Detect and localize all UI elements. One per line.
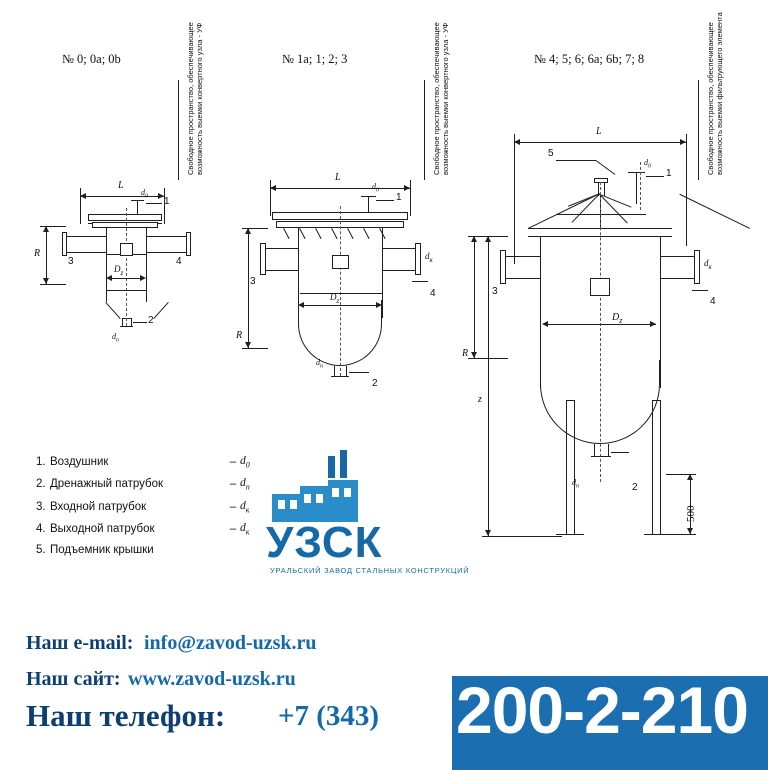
centerline-1 [126,208,127,326]
drain-flange-3 [591,456,611,457]
site-value[interactable]: www.zavod-uzsk.ru [128,668,296,690]
shell-right-1 [146,228,147,302]
legend-item-symbol: $d_0$ [240,455,250,470]
drain-right-3 [608,444,609,456]
dim-500-label: 500 [685,505,697,522]
legend-item-text: Подъемник крышки [50,544,154,557]
callout-3-2: 3 [250,276,256,287]
internal-line-2 [300,293,382,294]
callout-4-3-leader [692,290,708,291]
dim-z-ext-bot [482,536,562,537]
callout-5-3: 5 [548,148,554,159]
dim-Dz-3-arrow-right [650,321,656,327]
drain-right-2 [346,366,347,376]
callout-1-1: 1 [164,196,170,207]
callout-2-3-leader [611,452,629,453]
dim-L-3-label: L [596,126,602,137]
drain-flange-2 [331,376,349,377]
diagram-title-1: № 0; 0a; 0b [62,52,121,66]
legend-item-text: Выходной патрубок [50,523,155,536]
inlet-flange-1 [62,232,67,256]
legend-item-number: 5. [36,544,46,557]
flow-marker-2 [332,255,349,269]
outlet-bottom-2 [382,270,418,271]
logo-subtitle: УРАЛЬСКИЙ ЗАВОД СТАЛЬНЫХ КОНСТРУКЦИЙ [270,566,470,575]
cover-rib-2-3 [315,228,322,239]
dim-Dz-3-arrow-left [542,321,548,327]
note-leader-1 [178,80,179,180]
outlet-flange-1 [186,232,191,256]
dim-L-1-label: L [118,180,124,191]
cover-cone-right-3 [679,194,750,229]
dim-Dz-1-arrow-left [106,275,112,281]
clearance-note-1: Свободное пространство, обеспечивающее возможность выемки конвертного узла - УФ [186,22,204,175]
flow-marker-1 [120,243,133,256]
company-logo [262,448,482,575]
cover-cone-left-3 [528,194,599,229]
outlet-top-3 [660,256,698,257]
leg-left-outer-3 [574,400,575,534]
callout-1-1-leader [146,203,162,204]
dim-R-2-ext-top [242,228,268,229]
inlet-bottom-2 [262,270,298,271]
outlet-top-1 [146,236,188,237]
callout-4-3: 4 [710,296,716,307]
logo-wordmark: УЗСК [266,518,383,567]
legend [36,455,266,564]
cover-rib-3-1 [599,194,628,223]
note-leader-2 [424,80,425,180]
legend-item [36,455,266,469]
dim-dn-3: $d_п$ [572,478,579,490]
legend-item-dash: – [229,523,237,536]
dim-Dz-2-label: $D_z$ [330,292,340,305]
dim-L-3-ext-left [514,134,515,264]
callout-1-2: 1 [396,192,402,203]
vent-flange-3 [628,172,645,173]
clearance-note-2: Свободное пространство, обеспечивающее возможность выемки конвертного узла - УФ [432,22,450,175]
factory-icon [270,450,362,526]
dim-L-2-line [270,188,410,189]
legend-item-dash: – [229,478,237,491]
shell-right-2 [382,228,383,318]
leg-right-outer-3 [660,400,661,534]
cover-rib-2-1 [283,228,290,239]
callout-2-2-leader [349,372,369,373]
leg-left-foot-3 [556,534,584,535]
lifter-post-right-3 [604,182,605,196]
callout-4-2-leader [412,281,428,282]
dim-L-2-ext-right [410,180,411,216]
cover-rib-2-6 [363,228,370,239]
dim-L-2-ext-left [270,180,271,216]
clearance-note-3: Свободное пространство, обеспечивающее возможность выемки фильтрующего элемента [706,12,724,175]
dim-d0-1: $d_0$ [141,188,148,200]
dim-dk-2: $d_к$ [425,251,433,264]
legend-item-number: 2. [36,478,46,491]
outlet-top-2 [382,248,418,249]
dim-z-arrow-up [485,236,491,242]
dim-L-1-ext-left [80,188,81,224]
cover-rib-2-5 [347,228,354,239]
legend-item [36,522,266,536]
dim-z-label: z [478,394,482,405]
dim-500-line [690,474,691,534]
vent-stem-3 [636,172,637,204]
inlet-top-1 [64,236,106,237]
callout-4-1: 4 [176,256,182,267]
dim-R-2-ext-bot [242,348,268,349]
legend-item-number: 4. [36,523,46,536]
cone-right-1 [153,302,168,319]
vent-stem-2 [368,196,369,212]
dim-R-1-label: R [34,248,41,259]
site-label: Наш сайт: [26,668,121,690]
outlet-flange-2 [415,243,421,275]
lifter-cap-3 [594,178,608,183]
note-leader-3 [698,80,699,180]
dim-Dz-1-label: $D_z$ [114,264,124,277]
legend-item-symbol: $d_к$ [240,521,250,537]
dim-500-ext-top [666,474,696,475]
dim-Dz-3-label: $D_z$ [612,312,623,325]
callout-1-3-leader [646,176,664,177]
dim-dk-3: $d_к$ [704,258,712,271]
drain-right-1 [131,318,132,326]
callout-1-2-leader [376,200,394,201]
dim-z-line [488,236,489,536]
dim-R-3-label: R [462,348,469,359]
dim-R-2-line [248,228,249,348]
internal-element-line-1b [107,290,146,291]
dim-Dz-2-line [300,305,380,306]
cone-left-1 [105,302,120,319]
cover-rib-3-4 [568,193,600,207]
diagram-title-2: № 1a; 1; 2; 3 [282,52,348,66]
legend-item-symbol: $d_к$ [240,499,250,514]
callout-2-1: 2 [148,315,154,326]
callout-3-3: 3 [492,286,498,297]
dim-d0-2: $d_0$ [372,182,379,194]
leg-right-top-3 [652,400,660,401]
inlet-top-3 [502,256,540,257]
cover-plate-1 [88,214,162,221]
inlet-flange-2 [260,243,266,275]
centerline-2 [340,206,341,376]
dim-500-ext-bot [666,534,696,535]
dim-L-1-line [80,196,164,197]
callout-4-2: 4 [430,288,436,299]
callout-3-1: 3 [68,256,74,267]
dim-R-2-label: R [236,330,243,341]
callout-5-3-leader [556,160,596,161]
legend-item-text: Входной патрубок [50,500,147,513]
vent-flange-2 [361,196,376,197]
dim-Dz-2-arrow-right [376,302,382,308]
legend-item [36,477,266,491]
dim-Dz-3-line [544,324,656,325]
dim-dn-2: $d_п$ [316,358,323,370]
lifter-post-left-3 [598,182,599,196]
dim-R-1-line [46,226,47,284]
leg-left-top-3 [566,400,574,401]
drain-left-1 [122,318,123,326]
flow-marker-3 [590,278,610,296]
legend-item [36,500,266,514]
vent-flange-1 [131,200,144,201]
dim-L-3-ext-right [686,134,687,246]
centerline-3 [600,182,601,482]
outlet-bottom-1 [146,252,188,253]
dim-R-1-ext-bot [40,284,66,285]
outlet-flange-3 [694,250,700,284]
legend-item-text: Воздушник [50,456,109,469]
email-label: Наш e-mail: [26,632,134,654]
dim-L-3-line [514,142,686,143]
cover-ring-3 [556,214,646,215]
callout-1-3: 1 [666,168,672,179]
drain-left-3 [594,444,595,456]
phone-label: Наш телефон: [26,698,226,733]
dim-R-1-ext-top [40,226,66,227]
email-value[interactable]: info@zavod-uzsk.ru [144,632,317,654]
phone-band [0,673,768,770]
diagram-title-3: № 4; 5; 6; 6a; 6b; 7; 8 [534,52,645,66]
legend-item-dash: – [229,456,237,469]
callout-2-1-leader [133,322,147,323]
phone-number[interactable]: 200-2-210 [456,673,748,747]
legend-item-dash: – [229,500,237,513]
legend-item-text: Дренажный патрубок [50,478,164,491]
callout-2-2: 2 [372,378,378,389]
leg-left-inner-3 [566,400,567,534]
callout-5-3-leader2 [595,160,615,175]
legend-item-number: 3. [36,500,46,513]
vent-stem-1 [137,200,138,215]
inlet-top-2 [262,248,298,249]
cover-rib-2-4 [331,228,338,239]
drain-left-2 [334,366,335,376]
leg-right-inner-3 [652,400,653,534]
dim-R-3-line [474,236,475,358]
dim-L-2-label: L [335,172,341,183]
legend-item [36,544,266,556]
callout-2-3: 2 [632,482,638,493]
vent-center-3 [640,162,641,210]
inlet-bottom-1 [64,252,106,253]
drain-flange-1 [120,326,133,327]
dim-Dz-1-arrow-right [140,275,146,281]
cover-body-1 [92,222,158,228]
dim-d0-3: $d_0$ [644,158,651,170]
legend-item-number: 1. [36,456,46,469]
outlet-bottom-3 [660,278,698,279]
inlet-bottom-3 [502,278,540,279]
inlet-flange-3 [500,250,506,284]
shell-right-3 [660,236,661,388]
dim-dn-1: $d_п$ [112,332,119,344]
dim-Dz-1-line [108,278,144,279]
phone-area-code: +7 (343) [278,700,380,732]
cover-rib-2-2 [299,228,306,239]
legend-item-symbol: $d_п$ [240,477,250,492]
dim-Dz-2-arrow-left [298,302,304,308]
